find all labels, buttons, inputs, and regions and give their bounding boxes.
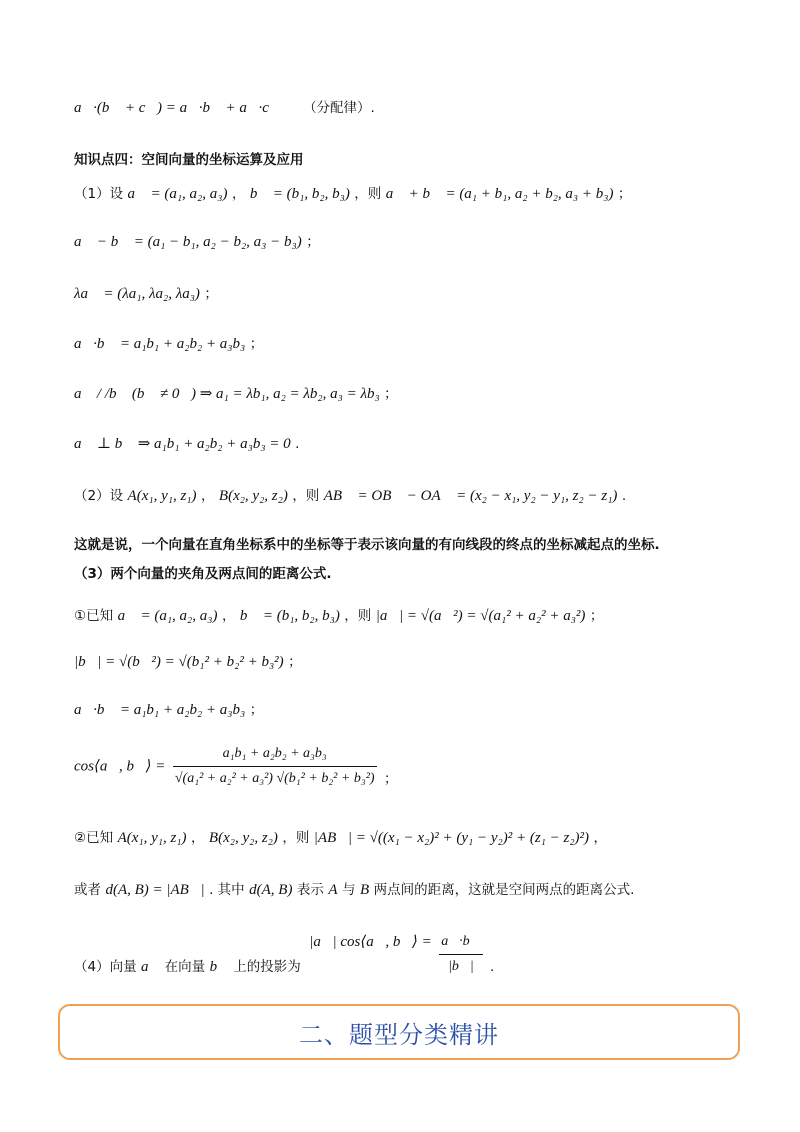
perpendicular-condition: a⃗ ⊥ b⃗ ⇒ a₁b₁ + a₂b₂ + a₃b₃ = 0 bbox=[74, 436, 291, 452]
point-a-label: A bbox=[328, 882, 338, 898]
c2-point-b: B(x₂, y₂, z₂) bbox=[208, 830, 278, 846]
p4-prefix: （4）向量 bbox=[74, 959, 137, 975]
projection-lhs: |a⃗| cos⟨a⃗, b⃗⟩ = bbox=[309, 934, 432, 950]
distance-notation: d(A, B) = |AB⃗| bbox=[105, 882, 205, 898]
dot-end: ； bbox=[249, 336, 264, 352]
c1-prefix: ①已知 bbox=[74, 608, 114, 624]
distance-symbol: d(A, B) bbox=[249, 882, 293, 898]
dot-product-formula: a⃗·b⃗ = a₁b₁ + a₂b₂ + a₃b₃ bbox=[74, 336, 246, 352]
dot2-end: ； bbox=[249, 702, 264, 718]
projection-fraction bbox=[439, 930, 482, 979]
norm-a-formula: |a⃗| = √(a⃗²) = √(a₁² + a₂² + a₃²) bbox=[375, 608, 586, 624]
p1-sep: ， bbox=[231, 186, 246, 202]
perp-line bbox=[74, 434, 299, 454]
p4-vector-b: b⃗ bbox=[209, 959, 229, 975]
norm-b-end: ； bbox=[288, 654, 302, 670]
cos-line bbox=[74, 742, 398, 791]
parallel-condition: a⃗ / /b⃗ (b⃗ ≠ 0⃗) ⇒ a₁ = λb₁, a₂ = λb₂, a₃ = λb₃ bbox=[74, 386, 380, 402]
parallel-line bbox=[74, 384, 398, 404]
dot2-line bbox=[74, 700, 263, 720]
diff-end: ； bbox=[306, 234, 320, 250]
p2-sep: ， bbox=[200, 488, 215, 504]
c1-then: ，则 bbox=[344, 608, 372, 624]
point-b-label: B bbox=[359, 882, 370, 898]
parallel-end: ； bbox=[384, 386, 398, 402]
or-distance-line bbox=[74, 880, 634, 900]
c1-sep: ， bbox=[221, 608, 236, 624]
distance-line bbox=[74, 828, 607, 848]
point-b-coords: B(x₂, y₂, z₂) bbox=[218, 488, 288, 504]
distributive-law-line bbox=[74, 98, 375, 118]
cos-end: ； bbox=[384, 771, 398, 787]
projection-numerator: a⃗·b⃗ bbox=[439, 930, 482, 955]
vector-sum-formula: a⃗ + b⃗ = (a₁ + b₁, a₂ + b₂, a₃ + b₃) bbox=[385, 186, 614, 202]
section-banner bbox=[58, 1004, 740, 1060]
point-a-coords: A(x₁, y₁, z₁) bbox=[127, 488, 197, 504]
or-text2: 与 bbox=[342, 882, 356, 898]
p1-end: ； bbox=[617, 186, 632, 202]
cos-numerator: a₁b₁ + a₂b₂ + a₃b₃ bbox=[173, 742, 377, 767]
c2-prefix: ②已知 bbox=[74, 830, 114, 846]
c1-end: ； bbox=[589, 608, 604, 624]
dot-product-formula-2: a⃗·b⃗ = a₁b₁ + a₂b₂ + a₃b₃ bbox=[74, 702, 246, 718]
c2-sep: ， bbox=[190, 830, 205, 846]
c2-point-a: A(x₁, y₁, z₁) bbox=[117, 830, 187, 846]
p2-then: ，则 bbox=[292, 488, 320, 504]
section-banner-title: 二、题型分类精讲 bbox=[299, 1020, 499, 1049]
vector-diff-formula: a⃗ − b⃗ = (a₁ − b₁, a₂ − b₂, a₃ − b₃) bbox=[74, 234, 302, 250]
distance-formula: |AB⃗| = √((x₁ − x₂)² + (y₁ − y₂)² + (z₁ − z₂)²) bbox=[313, 830, 590, 846]
p4-vector-a: a⃗ bbox=[141, 959, 161, 975]
distributive-note: （分配律）. bbox=[303, 100, 375, 116]
vector-b-coords: b⃗ = (b₁, b₂, b₃) bbox=[249, 186, 350, 202]
norm-b-line bbox=[74, 652, 302, 672]
diff-line bbox=[74, 232, 320, 252]
vector-a-coords: a⃗ = (a₁, a₂, a₃) bbox=[127, 186, 228, 202]
scalar-end: ； bbox=[204, 286, 218, 302]
scalar-line bbox=[74, 284, 218, 304]
dot-line bbox=[74, 334, 263, 354]
explanation-text: 这就是说，一个向量在直角坐标系中的坐标等于表示该向量的有向线段的终点的坐标减起点的坐标. bbox=[74, 537, 660, 553]
p2-end: . bbox=[621, 488, 627, 504]
coord-ops-line bbox=[74, 184, 631, 204]
or-prefix: 或者 bbox=[74, 882, 101, 898]
cos-denominator: √(a₁² + a₂² + a₃²) √(b₁² + b₂² + b₃²) bbox=[174, 771, 375, 786]
p2-prefix: （2）设 bbox=[74, 488, 124, 504]
cos-lhs: cos⟨a⃗, b⃗⟩ = bbox=[74, 758, 166, 775]
projection-line bbox=[74, 930, 494, 979]
knowledge-point-4-title: 知识点四：空间向量的坐标运算及应用 bbox=[74, 152, 304, 168]
or-text3: 两点间的距离，这就是空间两点的距离公式. bbox=[373, 882, 635, 898]
p4-end: . bbox=[489, 959, 495, 975]
norm-b-formula: |b⃗| = √(b⃗²) = √(b₁² + b₂² + b₃²) bbox=[74, 654, 284, 670]
projection-denominator: |b⃗| bbox=[448, 959, 474, 974]
or-mid: . 其中 bbox=[209, 882, 245, 898]
p4-mid: 在向量 bbox=[164, 959, 206, 975]
distributive-formula: a⃗·(b⃗ + c⃗) = a⃗·b⃗ + a⃗·c⃗ bbox=[74, 100, 281, 116]
p3-title: （3）两个向量的夹角及两点间的距离公式. bbox=[74, 566, 332, 582]
points-vector-line bbox=[74, 486, 626, 506]
vector-ab-formula: AB⃗ = OB⃗ − OA⃗ = (x₂ − x₁, y₂ − y₁, z₂ − z₁) bbox=[323, 488, 618, 504]
p1-then: ，则 bbox=[354, 186, 382, 202]
c2-end: ， bbox=[593, 830, 607, 846]
scalar-mult-formula: λa⃗ = (λa₁, λa₂, λa₃) bbox=[74, 286, 200, 302]
c2-then: ，则 bbox=[282, 830, 310, 846]
c1-vector-b: b⃗ = (b₁, b₂, b₃) bbox=[239, 608, 340, 624]
perp-end: . bbox=[295, 436, 300, 452]
cos-fraction bbox=[173, 742, 377, 791]
or-text1: 表示 bbox=[296, 882, 324, 898]
p1-prefix: （1）设 bbox=[74, 186, 124, 202]
norm-a-line bbox=[74, 606, 603, 626]
p4-text: 上的投影为 bbox=[233, 959, 301, 975]
c1-vector-a: a⃗ = (a₁, a₂, a₃) bbox=[117, 608, 218, 624]
